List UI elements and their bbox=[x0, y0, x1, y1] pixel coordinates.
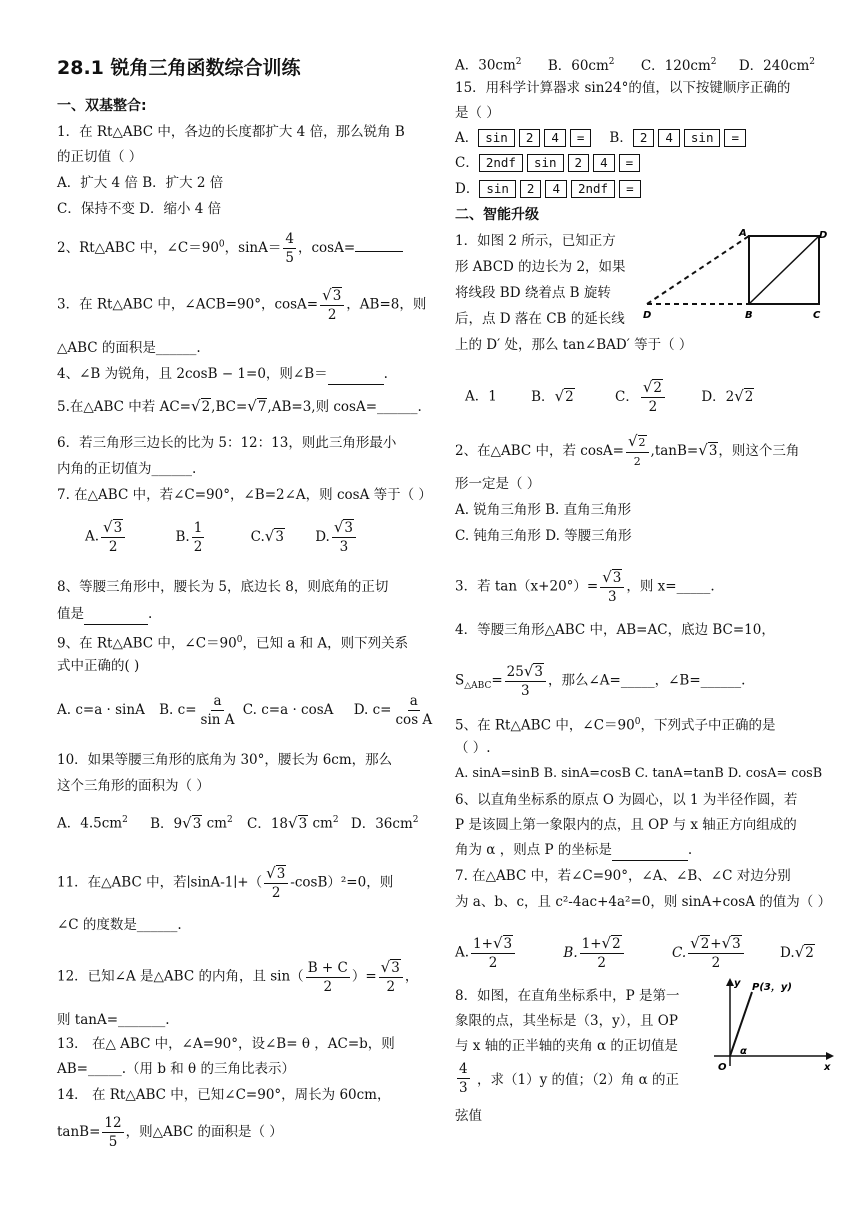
svg-text:D: D bbox=[643, 310, 652, 321]
calculator-key: = bbox=[570, 129, 592, 147]
calculator-key: 4 bbox=[544, 129, 566, 147]
calculator-key: 2 bbox=[519, 129, 541, 147]
svg-text:C: C bbox=[813, 310, 821, 321]
calculator-key: 2 bbox=[520, 180, 542, 198]
svg-text:O: O bbox=[718, 1062, 727, 1073]
calculator-key: = bbox=[619, 180, 641, 198]
coordinate-figure bbox=[710, 976, 834, 1078]
svg-text:A: A bbox=[739, 228, 747, 239]
calculator-key: 4 bbox=[658, 129, 680, 147]
question-5: 5.在△ABC 中若 AC=√2,BC=√7,AB=3,则 cosA=______. bbox=[57, 397, 422, 415]
svg-text:D: D bbox=[819, 230, 828, 241]
svg-text:y: y bbox=[734, 978, 741, 989]
question-4: 4、∠B 为锐角，且 2cosB − 1=0，则∠B＝ . bbox=[57, 364, 388, 385]
calculator-key: = bbox=[619, 154, 641, 172]
calculator-key: 2ndf bbox=[479, 154, 523, 172]
calculator-key: 2 bbox=[568, 154, 590, 172]
question-r3: 3．若 tan（x+20°）= $\frac{√3}{3}$ ，则 x=_____. bbox=[455, 568, 715, 605]
calculator-key: sin bbox=[479, 180, 516, 198]
calculator-key: 4 bbox=[545, 180, 567, 198]
square-rotation-figure bbox=[643, 226, 833, 322]
calculator-key: 2 bbox=[633, 129, 655, 147]
calculator-key: 4 bbox=[593, 154, 615, 172]
calculator-key: sin bbox=[527, 154, 564, 172]
calculator-key: sin bbox=[684, 129, 721, 147]
svg-text:P(3，y): P(3，y) bbox=[752, 982, 792, 993]
page-title: 28.1 锐角三角函数综合训练 bbox=[57, 57, 301, 79]
calculator-key: 2ndf bbox=[571, 180, 615, 198]
section-heading-advanced: 二、智能升级 bbox=[455, 207, 539, 223]
question-2: 2、Rt△ABC 中，$\angle C=90^0$，sinA＝ $\frac{4}{5}$ ，cosA= bbox=[57, 230, 403, 267]
svg-text:x: x bbox=[824, 1062, 831, 1073]
svg-text:α: α bbox=[740, 1046, 747, 1057]
fraction: $\frac{4}{5}$ bbox=[285, 231, 294, 266]
calculator-key: = bbox=[724, 129, 746, 147]
calculator-key: sin bbox=[478, 129, 515, 147]
svg-text:B: B bbox=[745, 310, 753, 321]
question-14-options: A．$30cm^2$ B．$60cm^2$ C．$120cm^2$ D．$240cm^2$ bbox=[455, 57, 816, 74]
section-heading-basic: 一、双基整合: bbox=[57, 98, 147, 114]
